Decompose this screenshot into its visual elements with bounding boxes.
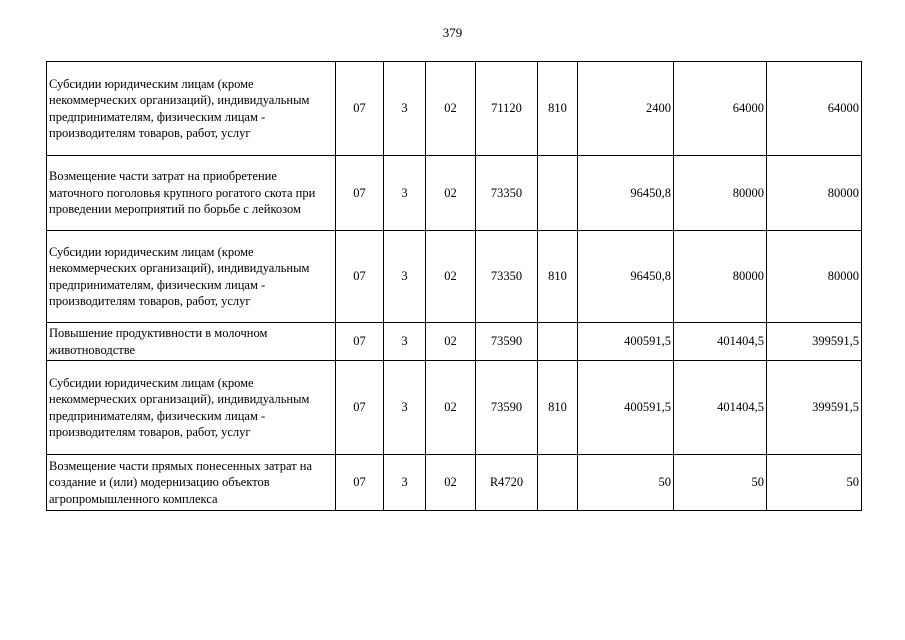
amount-1: 2400: [578, 62, 674, 156]
amount-2: 80000: [674, 156, 767, 231]
amount-1: 400591,5: [578, 361, 674, 455]
table-row: [47, 361, 862, 455]
expense-type-code: 810: [538, 231, 578, 323]
amount-1: 96450,8: [578, 231, 674, 323]
program-code: 3: [384, 361, 426, 455]
amount-3: 399591,5: [767, 323, 862, 361]
subprogram-code: 02: [426, 156, 476, 231]
subprogram-code: 02: [426, 323, 476, 361]
amount-2: 401404,5: [674, 361, 767, 455]
subprogram-code: 02: [426, 361, 476, 455]
amount-1: 400591,5: [578, 323, 674, 361]
direction-code: 71120: [476, 62, 538, 156]
expense-type-code: [538, 323, 578, 361]
amount-3: 399591,5: [767, 361, 862, 455]
program-code: 3: [384, 62, 426, 156]
direction-code: 73350: [476, 231, 538, 323]
table-row: [47, 62, 862, 156]
row-name: Повышение продуктивности в молочном животноводстве: [47, 323, 336, 361]
amount-3: 80000: [767, 231, 862, 323]
program-code: 3: [384, 231, 426, 323]
amount-1: 50: [578, 455, 674, 511]
program-code: 3: [384, 156, 426, 231]
row-name: Возмещение части затрат на приобретение маточного поголовья крупного рогатого скота при проведении мероприятий по борьбе с лейкозом: [47, 156, 336, 231]
table-row: [47, 455, 862, 511]
amount-2: 80000: [674, 231, 767, 323]
expense-type-code: [538, 455, 578, 511]
budget-table: [46, 61, 862, 511]
amount-1: 96450,8: [578, 156, 674, 231]
amount-2: 50: [674, 455, 767, 511]
program-code: 3: [384, 455, 426, 511]
subprogram-code: 02: [426, 231, 476, 323]
program-code: 3: [384, 323, 426, 361]
expense-type-code: 810: [538, 361, 578, 455]
amount-3: 80000: [767, 156, 862, 231]
amount-2: 64000: [674, 62, 767, 156]
row-name: Возмещение части прямых понесенных затрат на создание и (или) модернизацию объектов агропромышленного комплекса: [47, 455, 336, 511]
section-code: 07: [336, 455, 384, 511]
direction-code: 73350: [476, 156, 538, 231]
subprogram-code: 02: [426, 455, 476, 511]
amount-2: 401404,5: [674, 323, 767, 361]
amount-3: 50: [767, 455, 862, 511]
expense-type-code: [538, 156, 578, 231]
row-name: Субсидии юридическим лицам (кроме некоммерческих организаций), индивидуальным предпринимателям, физическим лицам - производителям товаров, работ, услуг: [47, 361, 336, 455]
row-name: Субсидии юридическим лицам (кроме некоммерческих организаций), индивидуальным предпринимателям, физическим лицам - производителям товаров, работ, услуг: [47, 62, 336, 156]
table-row: [47, 323, 862, 361]
subprogram-code: 02: [426, 62, 476, 156]
direction-code: 73590: [476, 323, 538, 361]
row-name: Субсидии юридическим лицам (кроме некоммерческих организаций), индивидуальным предпринимателям, физическим лицам - производителям товаров, работ, услуг: [47, 231, 336, 323]
section-code: 07: [336, 231, 384, 323]
amount-3: 64000: [767, 62, 862, 156]
section-code: 07: [336, 323, 384, 361]
section-code: 07: [336, 62, 384, 156]
section-code: 07: [336, 156, 384, 231]
expense-type-code: 810: [538, 62, 578, 156]
table-row: [47, 231, 862, 323]
section-code: 07: [336, 361, 384, 455]
table-row: [47, 156, 862, 231]
direction-code: 73590: [476, 361, 538, 455]
direction-code: R4720: [476, 455, 538, 511]
page-number: 379: [442, 25, 463, 40]
